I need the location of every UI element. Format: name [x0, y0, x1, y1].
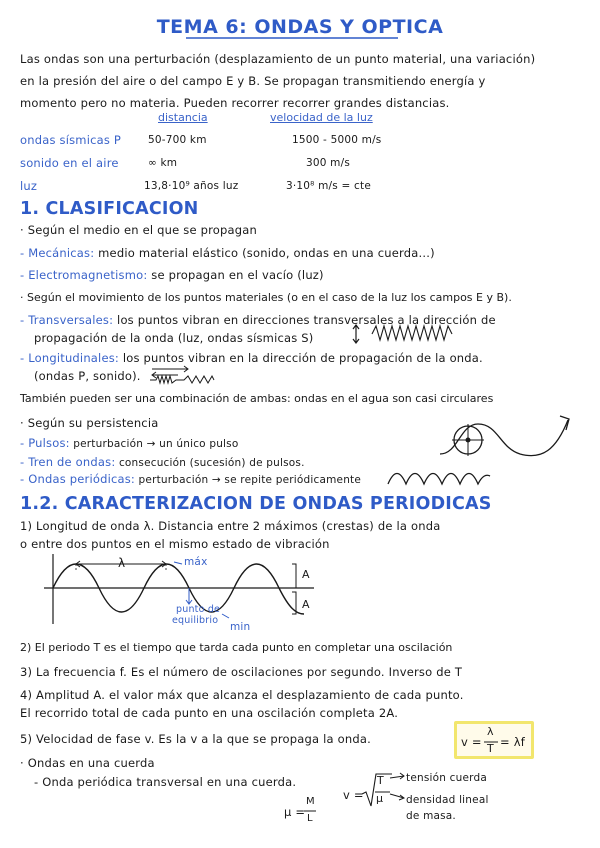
text-line: (ondas P, sonido). — [34, 369, 141, 383]
row-speed: 300 m/s — [306, 157, 351, 169]
density-label-1: densidad lineal — [406, 794, 489, 806]
length-symbol: L — [307, 813, 313, 824]
definition: se propagan en el vacío (luz) — [147, 268, 324, 282]
equilibrium-label-2: equilibrio — [172, 615, 219, 626]
row-speed: 1500 - 5000 m/s — [292, 134, 382, 146]
text-line: · Según su persistencia — [20, 416, 159, 430]
term: - Mecánicas: — [20, 246, 95, 260]
text-line: 3) La frecuencia f. Es el número de oscilaciones por segundo. Inverso de T — [20, 665, 463, 679]
lambda-label: λ — [118, 556, 126, 570]
text-line: 5) Velocidad de fase v. Es la v a la que se propaga la onda. — [20, 732, 371, 746]
formula-denominator: T — [487, 742, 494, 755]
term: - Pulsos: — [20, 436, 70, 450]
intro-line-2: en la presión del aire o del campo E y B. Se propagan transmitiendo energía y — [20, 74, 486, 88]
term: - Ondas periódicas: — [20, 472, 136, 486]
tension-label: tensión cuerda — [406, 772, 487, 784]
text-line: 4) Amplitud A. el valor máx que alcanza el desplazamiento de cada punto. — [20, 688, 464, 702]
text-line: · Ondas en una cuerda — [20, 756, 155, 770]
min-label: min — [230, 621, 251, 633]
term: - Transversales: — [20, 313, 114, 327]
periodic-wave-sketch — [386, 466, 496, 490]
text-line: propagación de la onda (luz, ondas sísmicas S) — [34, 331, 314, 345]
col-header-distance: distancia — [158, 111, 208, 124]
v-equals: v = — [343, 788, 364, 802]
title-underline — [0, 37, 600, 41]
pulse-sketch — [438, 410, 588, 470]
text-line — [20, 436, 238, 451]
text-line: También pueden ser una combinación de ambas: ondas en el agua son casi circulares — [20, 392, 494, 405]
row-label: sonido en el aire — [20, 156, 119, 170]
term: - Electromagnetismo: — [20, 268, 148, 282]
text-line — [20, 455, 305, 470]
row-distance: 50-700 km — [148, 134, 207, 146]
text-line: · Según el medio en el que se propagan — [20, 223, 257, 237]
formula-v: v = — [461, 735, 482, 749]
longitudinal-wave-sketch — [148, 365, 248, 385]
amplitude-label: A — [302, 568, 310, 581]
definition: consecución (sucesión) de pulsos. — [115, 457, 305, 469]
density-label-2: de masa. — [406, 810, 456, 822]
definition: medio material elástico (sonido, ondas en una cuerda...) — [94, 246, 435, 260]
row-label: luz — [20, 179, 38, 193]
row-speed: 3·10⁸ m/s = cte — [286, 180, 371, 192]
formula-rest: = λf — [500, 735, 525, 749]
mu-equals: μ = — [284, 805, 306, 819]
transverse-wave-sketch — [350, 322, 470, 346]
intro-line-1: Las ondas son una perturbación (desplazamiento de un punto material, una variación) — [20, 52, 536, 66]
definition: perturbación → se repite periódicamente — [135, 474, 362, 486]
term: - Longitudinales: — [20, 351, 119, 365]
text-line: - Onda periódica transversal en una cuerda. — [34, 775, 297, 789]
mass-symbol: M — [306, 796, 315, 807]
text-line: 2) El periodo T es el tiempo que tarda cada punto en completar una oscilación — [20, 641, 453, 654]
row-distance: ∞ km — [148, 157, 178, 169]
text-line — [20, 472, 361, 487]
definition: perturbación → un único pulso — [69, 438, 239, 450]
text-line: · Según el movimiento de los puntos materiales (o en el caso de la luz los campos E y B). — [20, 291, 512, 304]
col-header-speed: velocidad de la luz — [270, 111, 373, 124]
tension-symbol: T — [377, 774, 384, 787]
max-label: máx — [184, 556, 208, 568]
mu-symbol: μ — [376, 792, 384, 805]
page-title: TEMA 6: ONDAS Y OPTICA — [156, 16, 444, 38]
term: - Tren de ondas: — [20, 455, 116, 469]
definition: los puntos vibran en la dirección de propagación de la onda. — [119, 351, 483, 365]
amplitude-label: A — [302, 598, 310, 611]
text-line: o entre dos puntos en el mismo estado de vibración — [20, 537, 330, 551]
equilibrium-label-1: punto de — [176, 604, 221, 615]
formula-numerator: λ — [487, 725, 494, 738]
section-heading: 1.2. CARACTERIZACION DE ONDAS PERIODICAS — [20, 494, 492, 514]
row-label: ondas sísmicas P — [20, 133, 122, 147]
row-distance: 13,8·10⁹ años luz — [144, 180, 239, 192]
text-line — [20, 268, 324, 282]
text-line: El recorrido total de cada punto en una oscilación completa 2A. — [20, 706, 399, 720]
text-line — [20, 246, 435, 260]
text-line: 1) Longitud de onda λ. Distancia entre 2 máximos (crestas) de la onda — [20, 519, 441, 533]
section-heading: 1. CLASIFICACION — [20, 199, 199, 219]
text-line — [20, 351, 483, 365]
definition: los puntos vibran en direcciones transversales a la dirección de — [113, 313, 496, 327]
intro-line-3: momento pero no materia. Pueden recorrer recorrer grandes distancias. — [20, 96, 450, 110]
